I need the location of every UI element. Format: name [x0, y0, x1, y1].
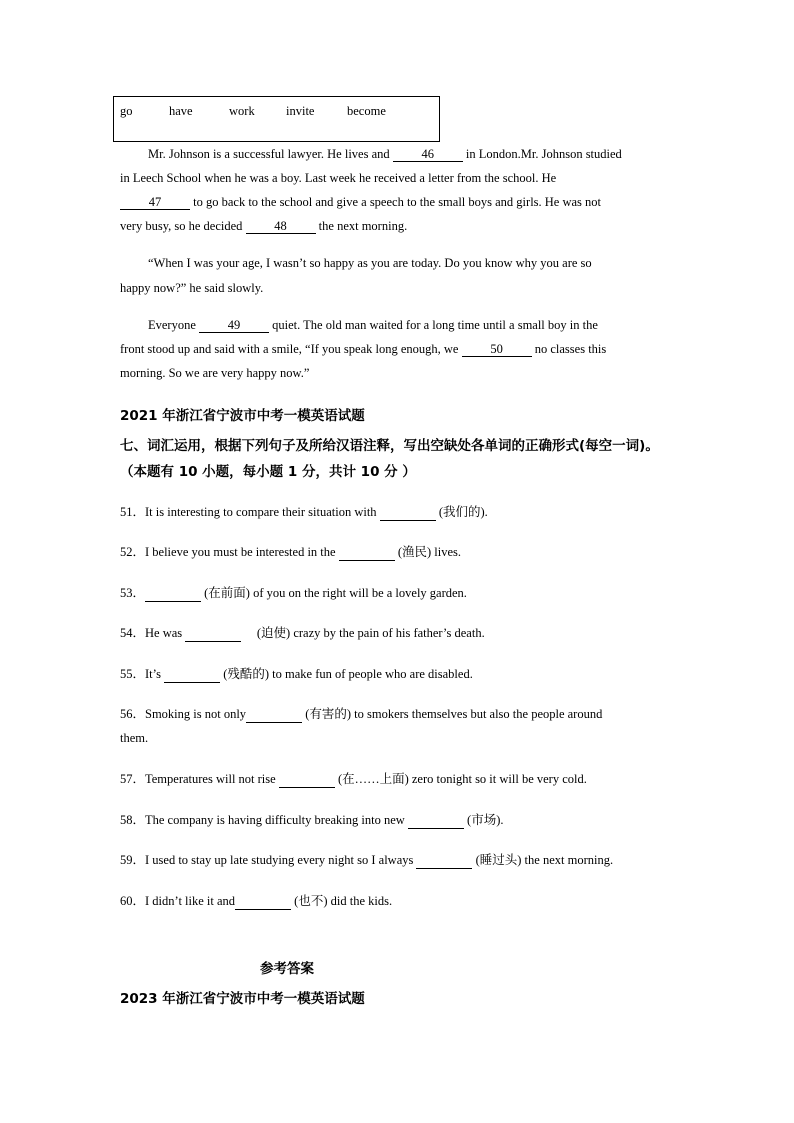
passage-line: “When I was your age, I wasn’t so happy as you are today. Do you know why you are so: [148, 256, 592, 270]
answer-blank[interactable]: [408, 813, 464, 829]
exercise-54: 54．He was (迫使) crazy by the pain of his father’s death.: [120, 626, 485, 640]
answer-blank[interactable]: [235, 894, 291, 910]
answer-blank[interactable]: [416, 853, 472, 869]
passage-line: Mr. Johnson is a successful lawyer. He lives and 46 in London.Mr. Johnson studied: [148, 147, 622, 161]
blank-49[interactable]: 49: [199, 319, 269, 333]
exercise-56: 56．Smoking is not only (有害的) to smokers themselves but also the people around: [120, 707, 603, 721]
exercise-57: 57．Temperatures will not rise (在……上面) zero tonight so it will be very cold.: [120, 772, 587, 786]
answer-blank[interactable]: [380, 505, 436, 521]
passage-line: in Leech School when he was a boy. Last week he received a letter from the school. He: [120, 171, 557, 185]
passage-line: happy now?” he said slowly.: [120, 281, 264, 295]
exercise-59: 59．I used to stay up late studying every night so I always (睡过头) the next morning.: [120, 853, 614, 867]
blank-47[interactable]: 47: [120, 196, 190, 210]
section-title-2023: 2023 年浙江省宁波市中考一模英语试题: [120, 991, 365, 1007]
exercise-58: 58．The company is having difficulty breaking into new (市场).: [120, 813, 504, 827]
answer-blank[interactable]: [246, 707, 302, 723]
passage-line: very busy, so he decided 48 the next morning.: [120, 219, 408, 233]
exercise-51: 51．It is interesting to compare their situation with (我们的).: [120, 505, 488, 519]
section7-instruction: 七、词汇运用，根据下列句子及所给汉语注释，写出空缺处各单词的正确形式(每空一词)。: [120, 438, 659, 454]
passage-line: Everyone 49 quiet. The old man waited for a long time until a small boy in the: [148, 318, 598, 332]
exercise-60: 60．I didn’t like it and (也不) did the kids.: [120, 894, 393, 908]
blank-50[interactable]: 50: [462, 343, 532, 357]
exercise-52: 52．I believe you must be interested in the (渔民) lives.: [120, 545, 462, 559]
section-title-2021: 2021 年浙江省宁波市中考一模英语试题: [120, 408, 365, 424]
section7-scoring: （本题有 10 小题，每小题 1 分，共计 10 分 ）: [120, 464, 416, 480]
passage-line: morning. So we are very happy now.”: [120, 366, 310, 380]
exercise-53: 53． (在前面) of you on the right will be a lovely garden.: [120, 586, 467, 600]
blank-48[interactable]: 48: [246, 220, 316, 234]
passage-line: front stood up and said with a smile, “If you speak long enough, we 50 no classes this: [120, 342, 607, 356]
exercise-56-continued: them.: [120, 731, 149, 745]
answer-blank[interactable]: [164, 667, 220, 683]
answer-blank[interactable]: [185, 626, 241, 642]
answer-blank[interactable]: [145, 586, 201, 602]
word-option: have: [169, 104, 193, 118]
answer-blank[interactable]: [339, 545, 395, 561]
answer-title: 参考答案: [260, 961, 314, 977]
blank-46[interactable]: 46: [393, 148, 463, 162]
passage-line: 47 to go back to the school and give a speech to the small boys and girls. He was not: [120, 195, 601, 210]
word-option: go: [120, 104, 133, 118]
word-box: [113, 96, 440, 142]
word-option: invite: [286, 104, 315, 118]
answer-blank[interactable]: [279, 772, 335, 788]
word-option: work: [229, 104, 255, 118]
exercise-55: 55．It’s (残酷的) to make fun of people who are disabled.: [120, 667, 473, 681]
word-option: become: [347, 104, 386, 118]
